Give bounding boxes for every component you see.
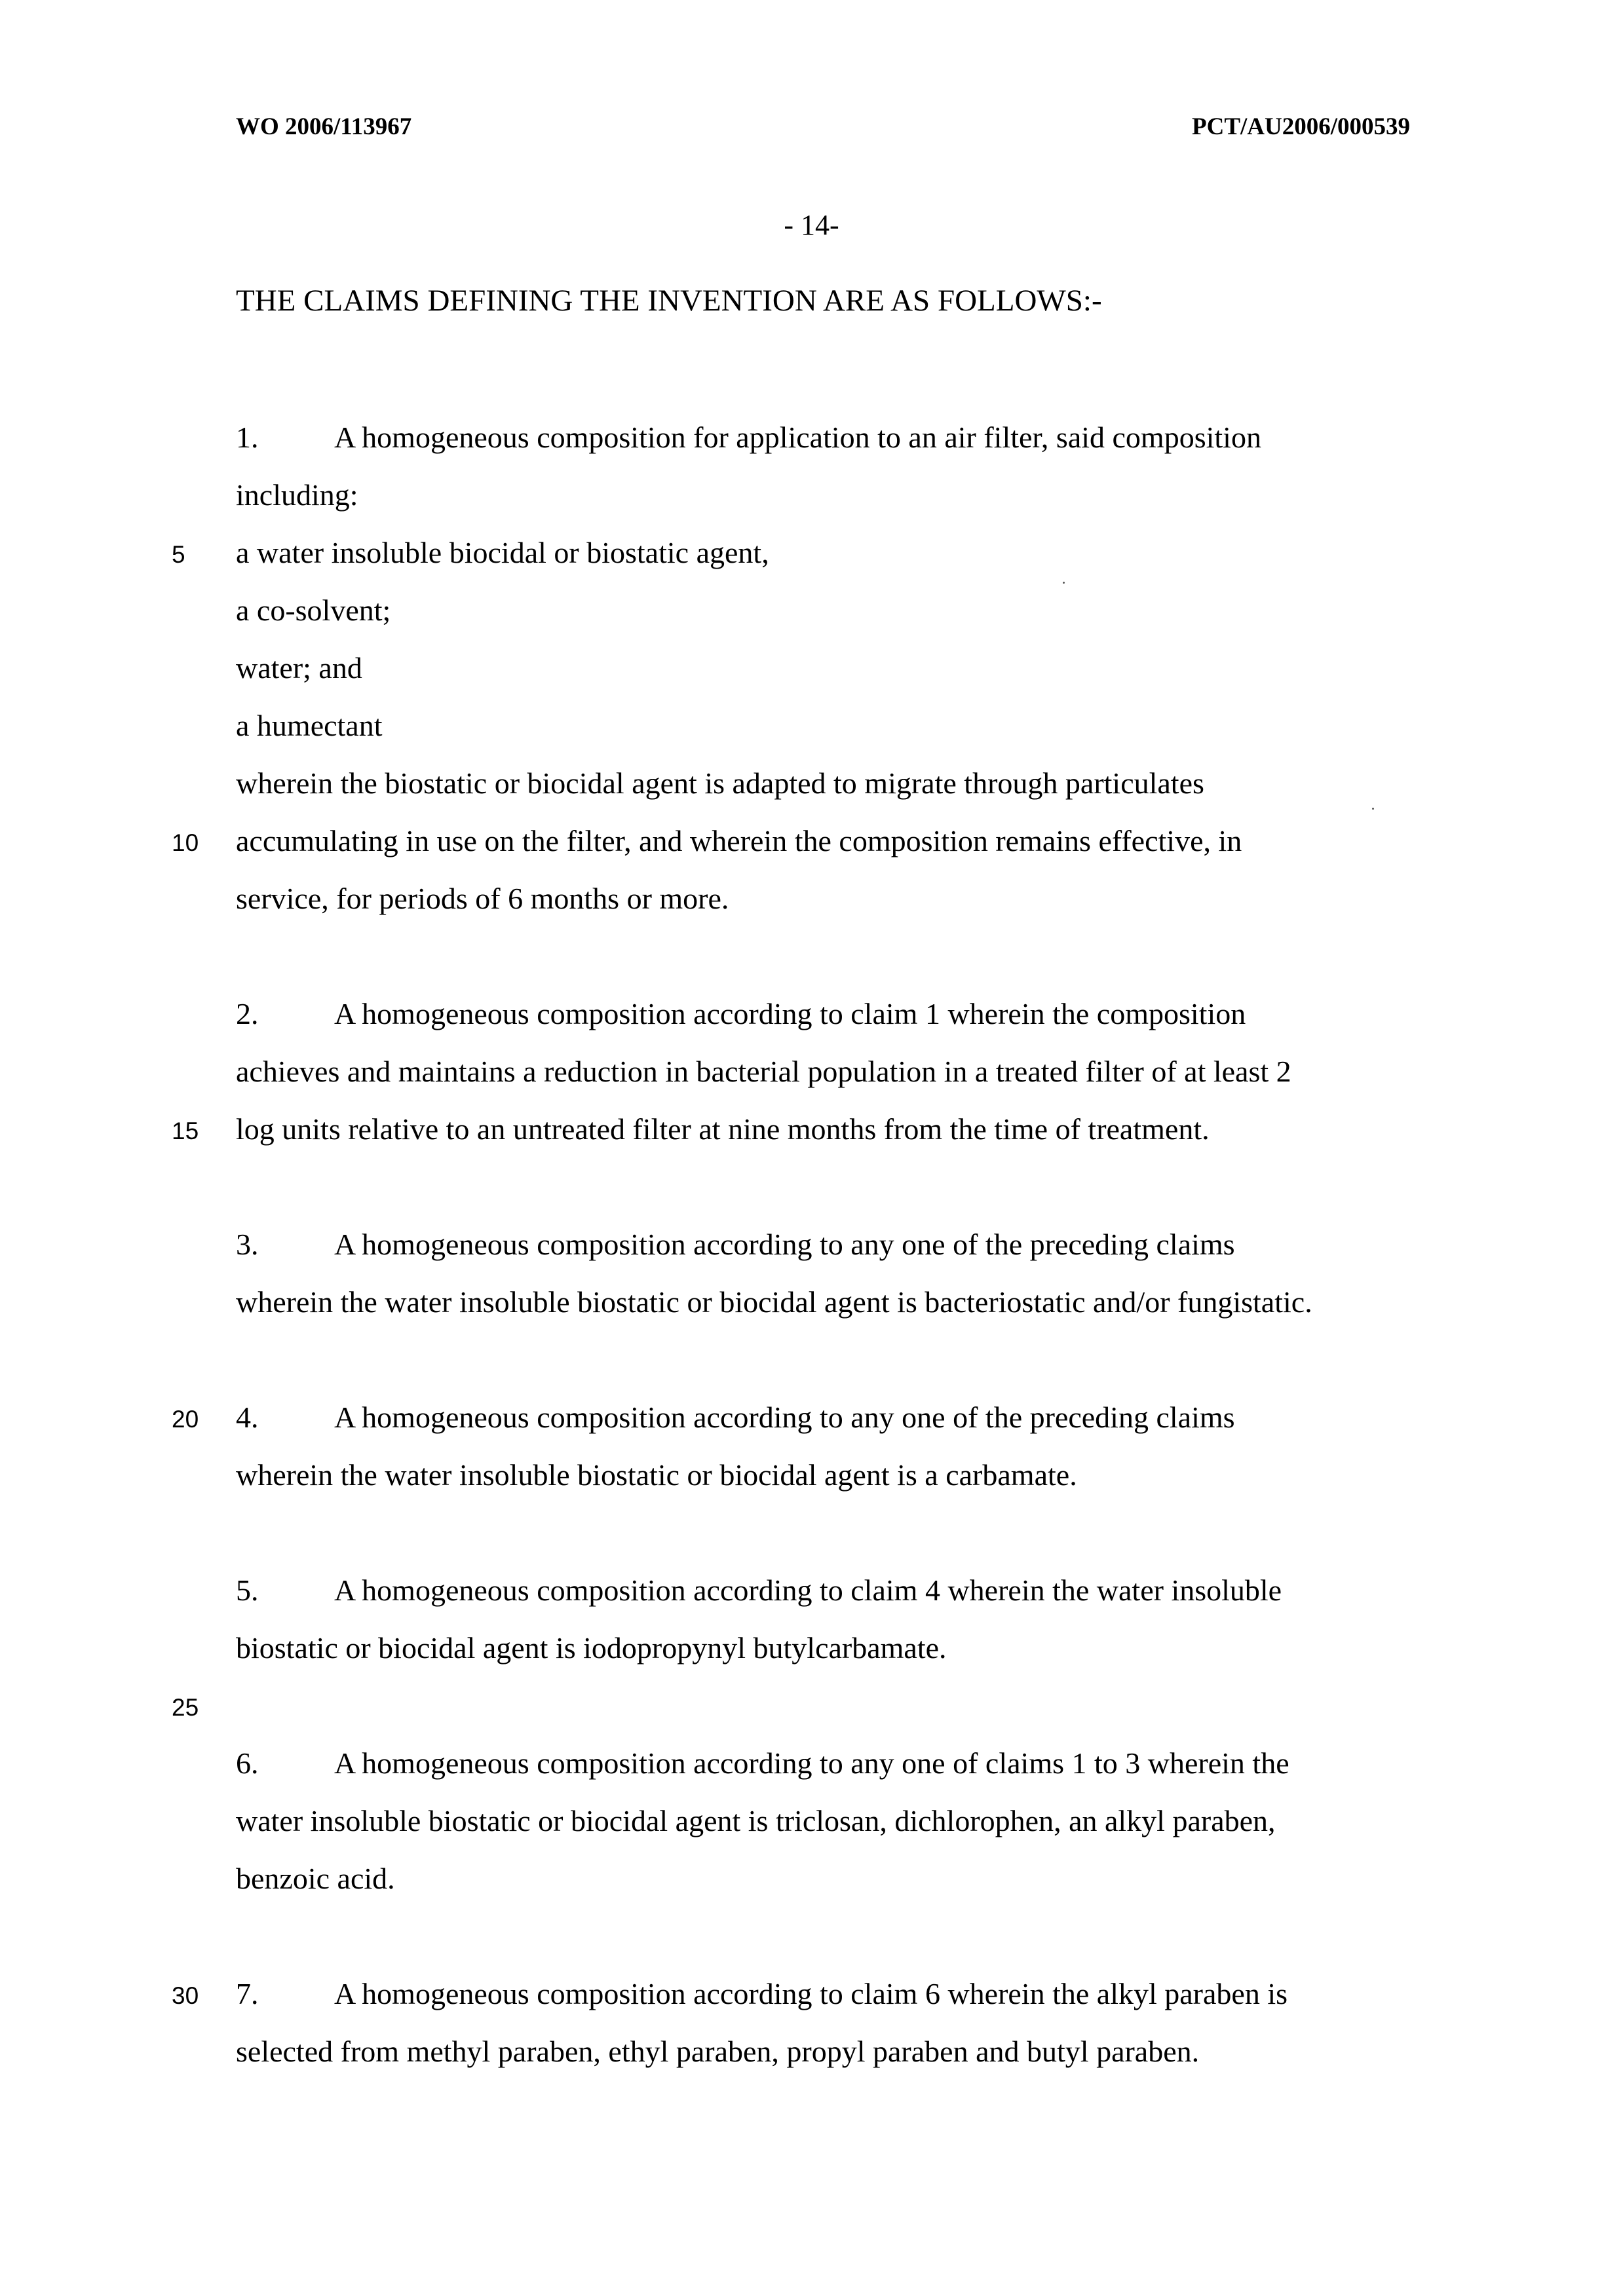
claim-line: wherein the water insoluble biostatic or biocidal agent is a carbamate. (236, 1458, 1077, 1492)
header-application-number: PCT/AU2006/000539 (1192, 113, 1410, 140)
scan-speck (1063, 582, 1065, 584)
claim-line: 1. A homogeneous composition for application to an air filter, said composition (236, 421, 1261, 454)
claim-number: 6. (236, 1746, 259, 1780)
header-publication-number: WO 2006/113967 (236, 113, 412, 140)
claim-line: selected from methyl paraben, ethyl paraben, propyl paraben and butyl paraben. (236, 2035, 1200, 2068)
claim-line: benzoic acid. (236, 1862, 395, 1895)
claim-line: 5. A homogeneous composition according to claim 4 wherein the water insoluble (236, 1573, 1282, 1607)
margin-line-number: 10 (172, 829, 199, 856)
claim-number: 1. (236, 421, 259, 454)
page-number: - 14- (784, 209, 839, 241)
claim-line: 7. A homogeneous composition according to claim 6 wherein the alkyl paraben is (236, 1977, 1288, 2010)
claim-line: including: (236, 478, 358, 512)
claim-line: water; and (236, 651, 362, 685)
claim-line: wherein the water insoluble biostatic or biocidal agent is bacteriostatic and/or fungistatic. (236, 1285, 1312, 1319)
margin-line-number: 20 (172, 1406, 199, 1433)
claim-line: service, for periods of 6 months or more. (236, 882, 729, 915)
claim-number: 5. (236, 1573, 259, 1607)
claim-line: accumulating in use on the filter, and wherein the composition remains effective, in (236, 824, 1242, 857)
margin-line-number: 25 (172, 1694, 199, 1721)
claims-heading: THE CLAIMS DEFINING THE INVENTION ARE AS FOLLOWS:- (236, 284, 1102, 318)
margin-line-number: 15 (172, 1118, 199, 1144)
claim-number: 7. (236, 1977, 259, 2010)
claim-line: achieves and maintains a reduction in bacterial population in a treated filter of at least 2 (236, 1055, 1291, 1088)
claim-number: 4. (236, 1401, 259, 1434)
margin-line-number: 5 (172, 541, 185, 568)
claim-line: 4. A homogeneous composition according to any one of the preceding claims (236, 1401, 1235, 1434)
claim-line: 6. A homogeneous composition according to any one of claims 1 to 3 wherein the (236, 1746, 1289, 1780)
claim-number: 3. (236, 1228, 259, 1261)
claim-line: a water insoluble biocidal or biostatic agent, (236, 536, 769, 569)
claim-line: a co-solvent; (236, 593, 391, 627)
claim-line: 2. A homogeneous composition according to claim 1 wherein the composition (236, 997, 1246, 1030)
claim-number: 2. (236, 997, 259, 1030)
claim-line: biostatic or biocidal agent is iodopropynyl butylcarbamate. (236, 1631, 947, 1665)
claim-line: water insoluble biostatic or biocidal agent is triclosan, dichlorophen, an alkyl paraben, (236, 1804, 1276, 1837)
claim-line: 3. A homogeneous composition according to any one of the preceding claims (236, 1228, 1235, 1261)
scan-speck (1372, 808, 1374, 810)
claim-line: a humectant (236, 709, 383, 742)
margin-line-number: 30 (172, 1982, 199, 2009)
claim-line: wherein the biostatic or biocidal agent is adapted to migrate through particulates (236, 766, 1204, 800)
claim-line: log units relative to an untreated filter at nine months from the time of treatment. (236, 1112, 1210, 1146)
